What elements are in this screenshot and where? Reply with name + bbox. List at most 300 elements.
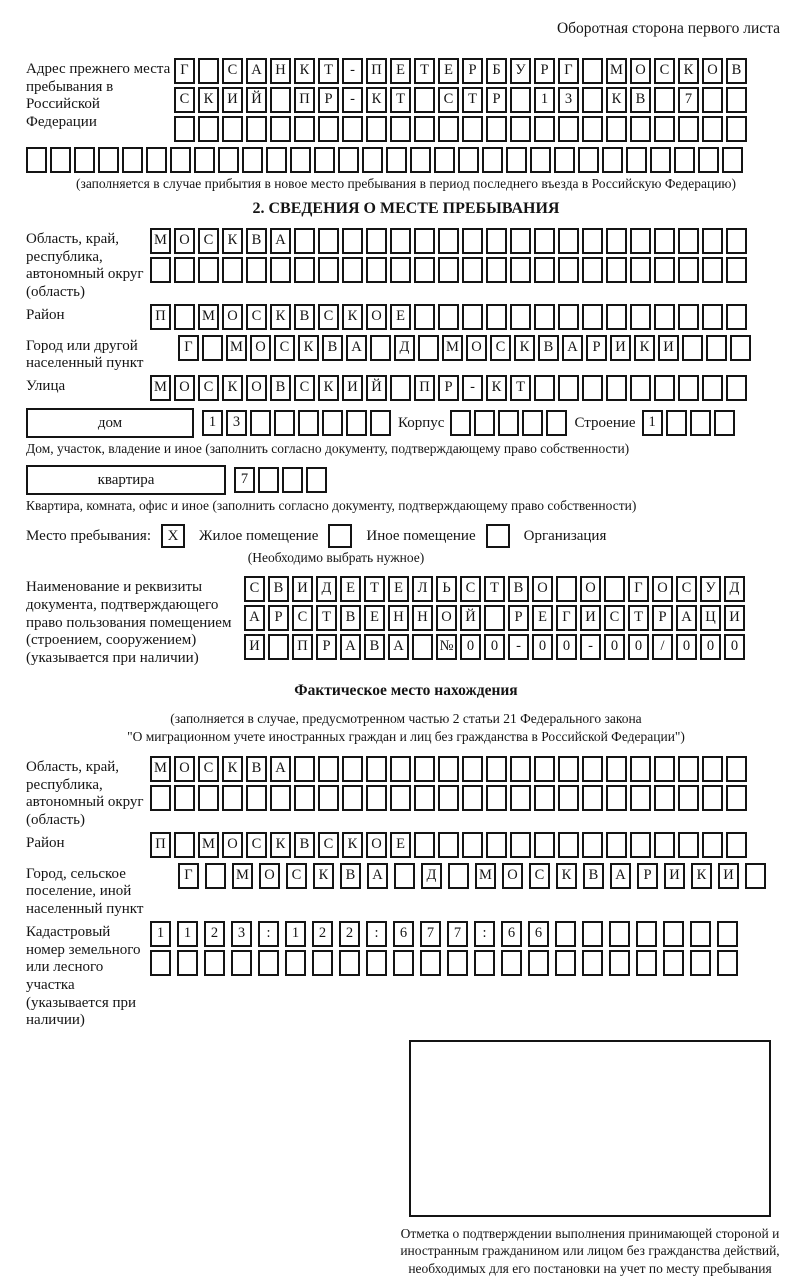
char-box: [717, 921, 738, 947]
char-box: И: [610, 335, 631, 361]
char-box: Р: [318, 87, 339, 113]
actual-district-label: Район: [26, 834, 65, 851]
char-box: [606, 832, 627, 858]
char-box: Е: [364, 605, 385, 631]
char-box: [726, 785, 747, 811]
char-box: Е: [532, 605, 553, 631]
char-box: [654, 257, 675, 283]
house-type-box: дом: [26, 408, 194, 438]
char-box: [654, 116, 675, 142]
char-box: П: [294, 87, 315, 113]
char-box: [366, 228, 387, 254]
apartment-field: [26, 465, 786, 496]
char-box: [654, 228, 675, 254]
char-box: [558, 375, 579, 401]
char-box: 2: [204, 921, 225, 947]
char-box: [414, 116, 435, 142]
document-row-3: [244, 634, 748, 660]
char-box: Д: [724, 576, 745, 602]
char-box: И: [724, 605, 745, 631]
char-box: В: [294, 832, 315, 858]
char-box: Д: [394, 335, 415, 361]
char-box: [663, 921, 684, 947]
char-box: [558, 228, 579, 254]
char-box: 1: [642, 410, 663, 436]
prev-address-field: [26, 58, 786, 145]
char-box: [170, 147, 191, 173]
char-box: [414, 228, 435, 254]
char-box: [510, 756, 531, 782]
char-box: 6: [501, 921, 522, 947]
char-box: Р: [462, 58, 483, 84]
char-box: [342, 228, 363, 254]
char-box: [654, 756, 675, 782]
char-box: [448, 863, 469, 889]
char-box: 0: [676, 634, 697, 660]
char-box: [342, 756, 363, 782]
char-box: [194, 147, 215, 173]
char-box: М: [475, 863, 496, 889]
char-box: Н: [270, 58, 291, 84]
char-box: С: [490, 335, 511, 361]
char-box: [393, 950, 414, 976]
char-box: [678, 375, 699, 401]
char-box: М: [232, 863, 253, 889]
char-box: [322, 410, 343, 436]
char-box: [630, 228, 651, 254]
char-box: [682, 335, 703, 361]
char-box: С: [676, 576, 697, 602]
char-box: [174, 257, 195, 283]
char-box: [654, 785, 675, 811]
street-label: Улица: [26, 378, 66, 395]
char-box: [434, 147, 455, 173]
char-box: [510, 304, 531, 330]
char-box: И: [664, 863, 685, 889]
char-box: К: [514, 335, 535, 361]
char-box: [609, 921, 630, 947]
char-box: 6: [393, 921, 414, 947]
char-box: О: [174, 756, 195, 782]
char-box: [558, 785, 579, 811]
char-box: [726, 116, 747, 142]
char-box: С: [246, 304, 267, 330]
char-box: Д: [421, 863, 442, 889]
char-box: С: [246, 832, 267, 858]
char-box: :: [474, 921, 495, 947]
char-box: С: [529, 863, 550, 889]
char-box: [582, 832, 603, 858]
char-box: Н: [388, 605, 409, 631]
char-box: [386, 147, 407, 173]
char-box: [339, 950, 360, 976]
char-box: К: [342, 304, 363, 330]
char-box: [678, 785, 699, 811]
char-box: Р: [438, 375, 459, 401]
checkbox-other-premises: [328, 524, 352, 548]
char-box: Ц: [700, 605, 721, 631]
char-box: [582, 950, 603, 976]
char-box: К: [270, 832, 291, 858]
char-box: [150, 257, 171, 283]
char-box: О: [250, 335, 271, 361]
char-box: В: [630, 87, 651, 113]
char-box: [242, 147, 263, 173]
char-box: [177, 950, 198, 976]
char-box: [558, 756, 579, 782]
char-box: [630, 832, 651, 858]
char-box: [447, 950, 468, 976]
char-box: [726, 257, 747, 283]
char-box: [678, 116, 699, 142]
char-box: [438, 228, 459, 254]
char-box: М: [150, 756, 171, 782]
char-box: [294, 756, 315, 782]
char-box: [726, 304, 747, 330]
char-box: М: [442, 335, 463, 361]
char-box: В: [340, 605, 361, 631]
char-box: [745, 863, 766, 889]
char-box: [650, 147, 671, 173]
document-row-1: [244, 576, 748, 602]
char-box: Д: [316, 576, 337, 602]
char-box: [678, 304, 699, 330]
char-box: [582, 58, 603, 84]
char-box: [174, 785, 195, 811]
char-box: 1: [285, 921, 306, 947]
char-box: [582, 756, 603, 782]
char-box: [582, 375, 603, 401]
char-box: О: [702, 58, 723, 84]
char-box: 1: [202, 410, 223, 436]
char-box: Г: [178, 863, 199, 889]
char-box: Е: [390, 832, 411, 858]
char-box: [438, 756, 459, 782]
char-box: [150, 950, 171, 976]
prev-address-row-3: [174, 116, 750, 142]
char-box: К: [222, 756, 243, 782]
char-box: 1: [150, 921, 171, 947]
char-box: А: [367, 863, 388, 889]
char-box: [298, 410, 319, 436]
char-box: [390, 228, 411, 254]
char-box: [556, 576, 577, 602]
char-box: [636, 950, 657, 976]
char-box: [198, 257, 219, 283]
char-box: И: [718, 863, 739, 889]
char-box: [318, 257, 339, 283]
char-box: У: [510, 58, 531, 84]
char-box: Т: [484, 576, 505, 602]
char-box: [666, 410, 687, 436]
char-box: И: [292, 576, 313, 602]
char-box: -: [462, 375, 483, 401]
char-box: [510, 116, 531, 142]
char-box: [474, 410, 495, 436]
prev-address-row-1: [174, 58, 750, 84]
char-box: [606, 756, 627, 782]
char-box: [582, 116, 603, 142]
char-box: Л: [412, 576, 433, 602]
char-box: [606, 116, 627, 142]
char-box: 7: [678, 87, 699, 113]
char-box: [270, 87, 291, 113]
char-box: [726, 375, 747, 401]
char-box: В: [270, 375, 291, 401]
char-box: [412, 634, 433, 660]
char-box: Р: [486, 87, 507, 113]
char-box: [438, 785, 459, 811]
char-box: [702, 375, 723, 401]
char-box: [414, 304, 435, 330]
char-box: И: [580, 605, 601, 631]
prev-address-row-4: [26, 147, 786, 173]
char-box: [606, 257, 627, 283]
char-box: [438, 116, 459, 142]
char-box: [582, 921, 603, 947]
apartment-note: Квартира, комната, офис и иное (заполнить согласно документу, подтверждающему право собственности): [26, 498, 637, 514]
char-box: [534, 832, 555, 858]
char-box: [602, 147, 623, 173]
char-box: [678, 257, 699, 283]
char-box: [266, 147, 287, 173]
char-box: [314, 147, 335, 173]
char-box: С: [654, 58, 675, 84]
char-box: [558, 257, 579, 283]
char-box: 0: [724, 634, 745, 660]
char-box: Т: [318, 58, 339, 84]
char-box: К: [678, 58, 699, 84]
char-box: К: [294, 58, 315, 84]
char-box: И: [244, 634, 265, 660]
stay-type-field: [26, 524, 786, 548]
actual-district-field: [26, 832, 786, 861]
char-box: К: [222, 375, 243, 401]
option-residential-label: Жилое помещение: [199, 527, 319, 544]
char-box: В: [268, 576, 289, 602]
char-box: [438, 257, 459, 283]
char-box: [510, 832, 531, 858]
char-box: О: [630, 58, 651, 84]
char-box: П: [292, 634, 313, 660]
char-box: [246, 257, 267, 283]
char-box: [366, 950, 387, 976]
char-box: В: [246, 756, 267, 782]
char-box: К: [486, 375, 507, 401]
char-box: [702, 228, 723, 254]
char-box: С: [222, 58, 243, 84]
cadastre-row-1: [150, 921, 744, 947]
char-box: 1: [177, 921, 198, 947]
apartment-type-box: квартира: [26, 465, 226, 495]
char-box: [438, 832, 459, 858]
char-box: [534, 228, 555, 254]
actual-city-field: [26, 863, 786, 919]
char-box: Г: [174, 58, 195, 84]
char-box: [270, 116, 291, 142]
char-box: [318, 785, 339, 811]
char-box: Г: [558, 58, 579, 84]
char-box: [98, 147, 119, 173]
char-box: П: [414, 375, 435, 401]
char-box: [462, 304, 483, 330]
char-box: [294, 785, 315, 811]
char-box: С: [318, 304, 339, 330]
cadastre-row-2: [150, 950, 744, 976]
char-box: [528, 950, 549, 976]
cadastre-label: Кадастровый номер земельного или лесного участка (указывается при наличии): [26, 923, 141, 1029]
char-box: [534, 116, 555, 142]
char-box: [510, 87, 531, 113]
actual-region-field: [26, 756, 786, 830]
char-box: [606, 228, 627, 254]
char-box: [290, 147, 311, 173]
char-box: В: [726, 58, 747, 84]
char-box: Т: [364, 576, 385, 602]
actual-location-note-line2: "О миграционном учете иностранных граждан и лиц без гражданства в Российской Федерации"): [127, 728, 685, 744]
char-box: [606, 785, 627, 811]
char-box: [462, 257, 483, 283]
char-box: [558, 832, 579, 858]
char-box: К: [634, 335, 655, 361]
char-box: [462, 756, 483, 782]
char-box: [250, 410, 271, 436]
char-box: К: [606, 87, 627, 113]
char-box: [726, 756, 747, 782]
char-box: [678, 832, 699, 858]
checkbox-organization: [486, 524, 510, 548]
char-box: [312, 950, 333, 976]
char-box: К: [222, 228, 243, 254]
char-box: Р: [652, 605, 673, 631]
actual-city-label: Город, сельское поселение, иной населенный пункт: [26, 865, 144, 918]
char-box: С: [286, 863, 307, 889]
char-box: Т: [316, 605, 337, 631]
char-box: Р: [534, 58, 555, 84]
char-box: [222, 116, 243, 142]
char-box: [555, 950, 576, 976]
char-box: М: [198, 832, 219, 858]
char-box: [501, 950, 522, 976]
char-box: [462, 228, 483, 254]
char-box: А: [270, 756, 291, 782]
char-box: [486, 257, 507, 283]
char-box: М: [606, 58, 627, 84]
char-box: В: [294, 304, 315, 330]
char-box: [410, 147, 431, 173]
korpus-label: Корпус: [398, 415, 445, 432]
char-box: С: [438, 87, 459, 113]
char-box: [654, 832, 675, 858]
house-note: Дом, участок, владение и иное (заполнить согласно документу, подтверждающему право собственности): [26, 441, 630, 457]
char-box: [318, 228, 339, 254]
page-title: Оборотная сторона первого листа: [556, 20, 780, 37]
actual-region-row-1: [150, 756, 750, 782]
char-box: А: [388, 634, 409, 660]
char-box: [630, 375, 651, 401]
char-box: [150, 785, 171, 811]
char-box: [702, 756, 723, 782]
char-box: [26, 147, 47, 173]
char-box: :: [258, 921, 279, 947]
char-box: 0: [460, 634, 481, 660]
char-box: [122, 147, 143, 173]
char-box: [706, 335, 727, 361]
char-box: [450, 410, 471, 436]
char-box: [270, 785, 291, 811]
char-box: С: [198, 756, 219, 782]
char-box: [198, 58, 219, 84]
char-box: Г: [556, 605, 577, 631]
char-box: [674, 147, 695, 173]
char-box: [458, 147, 479, 173]
char-box: О: [246, 375, 267, 401]
char-box: [218, 147, 239, 173]
char-box: [50, 147, 71, 173]
char-box: К: [342, 832, 363, 858]
char-box: О: [436, 605, 457, 631]
char-box: [690, 950, 711, 976]
char-box: В: [322, 335, 343, 361]
char-box: [654, 87, 675, 113]
document-field: [26, 576, 786, 667]
char-box: [390, 756, 411, 782]
char-box: С: [198, 375, 219, 401]
char-box: [510, 257, 531, 283]
char-box: [258, 950, 279, 976]
char-box: [146, 147, 167, 173]
char-box: Е: [388, 576, 409, 602]
char-box: [534, 785, 555, 811]
char-box: [702, 785, 723, 811]
char-box: П: [150, 832, 171, 858]
char-box: [414, 832, 435, 858]
district-row: [150, 304, 750, 330]
region-row-1: [150, 228, 750, 254]
char-box: [486, 228, 507, 254]
city-row: [178, 335, 754, 361]
document-row-2: [244, 605, 748, 631]
char-box: Т: [510, 375, 531, 401]
char-box: О: [222, 832, 243, 858]
char-box: [270, 257, 291, 283]
char-box: [366, 116, 387, 142]
region-field: [26, 228, 786, 302]
char-box: [174, 116, 195, 142]
char-box: [198, 785, 219, 811]
char-box: [714, 410, 735, 436]
char-box: П: [150, 304, 171, 330]
char-box: №: [436, 634, 457, 660]
cadastre-field: [26, 921, 786, 1030]
char-box: Е: [390, 58, 411, 84]
actual-city-row: [178, 863, 772, 889]
actual-region-row-2: [150, 785, 750, 811]
char-box: [390, 116, 411, 142]
stamp-note: Отметка о подтверждении выполнения принимающей стороной и иностранным гражданином или лицом без гражданства действий, необходимых для его постановки на учет по месту пребывания: [400, 1225, 780, 1277]
char-box: К: [270, 304, 291, 330]
char-box: [690, 410, 711, 436]
char-box: [268, 634, 289, 660]
char-box: Й: [460, 605, 481, 631]
char-box: Т: [414, 58, 435, 84]
actual-location-note-line1: (заполняется в случае, предусмотренном частью 2 статьи 21 Федерального закона: [170, 710, 642, 726]
stay-type-note: (Необходимо выбрать нужное): [247, 550, 425, 566]
char-box: [274, 410, 295, 436]
char-box: [606, 375, 627, 401]
char-box: С: [244, 576, 265, 602]
char-box: [582, 228, 603, 254]
